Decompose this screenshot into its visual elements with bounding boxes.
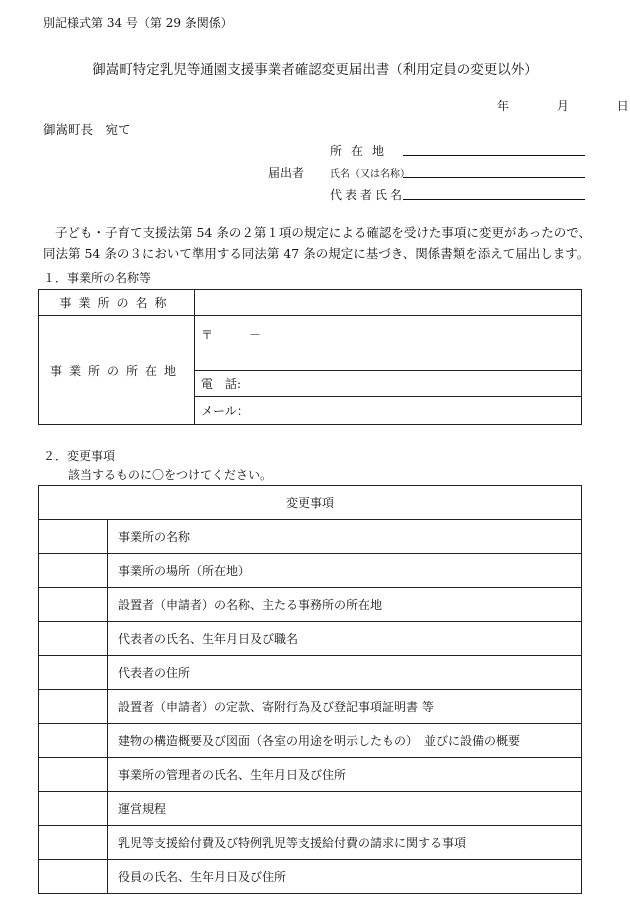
- mark-cell[interactable]: [39, 656, 108, 690]
- change-item: 設置者（申請者）の名称、主たる事務所の所在地: [108, 588, 582, 622]
- body-paragraph: 子ども・子育て支援法第 54 条の２第１項の規定による確認を受けた事項に変更があったので、同法第 54 条の３において準用する同法第 47 条の規定に基づき、関係書類を添えて届出します。: [43, 225, 591, 261]
- address-field[interactable]: [403, 155, 585, 156]
- section1-heading: １．事業所の名称等: [43, 271, 152, 285]
- table-row: [39, 554, 582, 588]
- change-item: 事業所の名称: [108, 520, 582, 554]
- change-item: 役員の氏名、生年月日及び住所: [108, 860, 582, 894]
- date-month: 月: [556, 99, 569, 113]
- mark-cell[interactable]: [39, 860, 108, 894]
- change-item: 運営規程: [108, 792, 582, 826]
- table-row: [39, 724, 582, 758]
- table-row: [39, 860, 582, 894]
- table-row: [39, 656, 582, 690]
- facility-location-label: 事業所の所在地: [39, 316, 195, 425]
- date-day: 日: [616, 99, 629, 113]
- facility-name-field[interactable]: [195, 290, 582, 316]
- mark-cell[interactable]: [39, 758, 108, 792]
- mark-cell[interactable]: [39, 520, 108, 554]
- phone-label: 電 話:: [201, 377, 242, 391]
- facility-name-label: 事業所の名称: [39, 290, 195, 316]
- change-item: 設置者（申請者）の定款、寄附行為及び登記事項証明書 等: [108, 690, 582, 724]
- table-row: [39, 588, 582, 622]
- table-row: [39, 792, 582, 826]
- addressee: 御嵩町長 宛て: [43, 122, 131, 137]
- mark-cell[interactable]: [39, 826, 108, 860]
- date-year: 年: [497, 99, 510, 113]
- facility-table: [38, 289, 582, 425]
- form-number: 別記様式第 34 号（第 29 条関係）: [43, 16, 233, 30]
- name-label: 氏名（又は名称）: [330, 169, 410, 180]
- change-item: 代表者の氏名、生年月日及び職名: [108, 622, 582, 656]
- document-title: 御嵩町特定乳児等通園支援事業者確認変更届出書（利用定員の変更以外）: [92, 62, 538, 78]
- address-label: 所在地: [330, 144, 394, 158]
- change-item: 建物の構造概要及び図面（各室の用途を明示したもの） 並びに設備の概要: [108, 724, 582, 758]
- postal-field[interactable]: [195, 316, 582, 371]
- table-row: [39, 758, 582, 792]
- changes-table-header: 変更事項: [39, 486, 582, 520]
- section2-instruction: 該当するものに〇をつけてください。: [68, 468, 273, 482]
- mark-cell[interactable]: [39, 792, 108, 826]
- representative-label: 代表者氏名: [330, 188, 406, 202]
- table-row: [39, 826, 582, 860]
- changes-table: [38, 485, 582, 894]
- representative-field[interactable]: [403, 199, 585, 200]
- change-item: 代表者の住所: [108, 656, 582, 690]
- email-label: メール：: [201, 404, 249, 418]
- phone-field[interactable]: [195, 371, 582, 397]
- table-row: [39, 690, 582, 724]
- date-line: [497, 97, 629, 114]
- change-item: 乳児等支援給付費及び特例乳児等支援給付費の請求に関する事項: [108, 826, 582, 860]
- change-item: 事業所の場所（所在地）: [108, 554, 582, 588]
- section2-heading: ２．変更事項: [43, 449, 116, 463]
- table-row: [39, 622, 582, 656]
- mark-cell[interactable]: [39, 622, 108, 656]
- change-item: 事業所の管理者の氏名、生年月日及び住所: [108, 758, 582, 792]
- name-field[interactable]: [403, 177, 585, 178]
- table-row: [39, 520, 582, 554]
- submitter-label: 届出者: [268, 166, 305, 180]
- mark-cell[interactable]: [39, 588, 108, 622]
- postal-label: 〒 －: [201, 328, 262, 342]
- mark-cell[interactable]: [39, 554, 108, 588]
- mark-cell[interactable]: [39, 724, 108, 758]
- mark-cell[interactable]: [39, 690, 108, 724]
- email-field[interactable]: [195, 397, 582, 425]
